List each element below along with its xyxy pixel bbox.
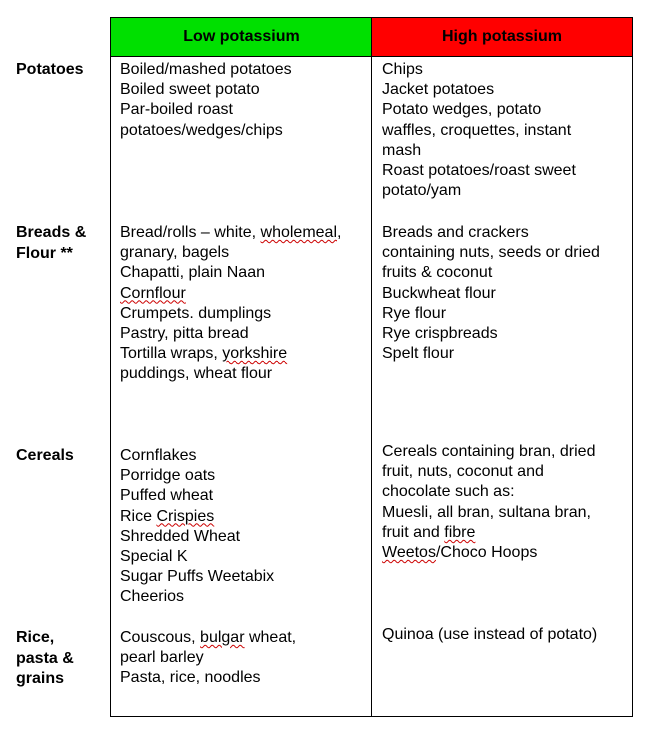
breads-high-cell (382, 223, 630, 364)
category-line: Rice, (16, 629, 55, 646)
food-line: Buckwheat flour (382, 284, 496, 302)
potatoes-low-cell (120, 60, 370, 141)
category-line: Breads & (16, 224, 87, 241)
category-line: Potatoes (16, 61, 84, 78)
food-line: Special K (120, 548, 188, 566)
food-line: potatoes/wedges/chips (120, 121, 283, 139)
spellcheck-word: yorkshire (222, 345, 288, 363)
food-line: Chips (382, 61, 423, 78)
food-line: pearl barley (120, 649, 204, 667)
category-line: Cereals (16, 447, 74, 464)
food-line: Puffed wheat (120, 487, 214, 505)
spellcheck-word: Crispies (156, 507, 215, 525)
food-line: Par-boiled roast (120, 101, 233, 119)
category-line: pasta & (16, 649, 74, 667)
food-line: Cereals containing bran, dried (382, 443, 596, 460)
food-line: Pastry, pitta bread (120, 325, 249, 343)
food-line: Potato wedges, potato (382, 101, 542, 119)
food-line: Cheerios (120, 588, 185, 606)
cereals-low-cell (120, 446, 370, 608)
food-line: Couscous, bulgar wheat, (120, 629, 297, 646)
header-high-potassium (371, 17, 633, 57)
potatoes-high-cell (382, 60, 630, 201)
food-line: containing nuts, seeds or dried (382, 244, 600, 262)
rice-high-cell (382, 625, 630, 645)
spellcheck-word: fibre (444, 523, 476, 541)
food-line: Rye crispbreads (382, 325, 498, 343)
food-line: Porridge oats (120, 467, 216, 485)
food-line: Jacket potatoes (382, 81, 495, 99)
food-line: waffles, croquettes, instant (382, 121, 572, 139)
food-line: potato/yam (382, 182, 462, 200)
food-line (120, 284, 370, 304)
food-line: Roast potatoes/roast sweet (382, 162, 576, 180)
category-breads-flour (16, 223, 86, 264)
food-line: Bread/rolls – white, wholemeal, (120, 224, 342, 241)
food-line: Breads and crackers (382, 224, 529, 241)
header-low-label: Low potassium (183, 28, 300, 45)
food-line: Rye flour (382, 304, 447, 322)
food-line: mash (382, 141, 422, 159)
spellcheck-word: Weetos (382, 544, 436, 562)
category-potatoes (16, 60, 84, 81)
rice-low-cell (120, 628, 370, 689)
food-line: fruits & coconut (382, 264, 493, 282)
category-line: grains (16, 670, 65, 687)
breads-low-cell (120, 223, 370, 385)
food-line: Pasta, rice, noodles (120, 669, 261, 687)
category-rice-pasta-grains (16, 628, 74, 690)
food-line: Quinoa (use instead of potato) (382, 626, 598, 643)
spellcheck-word: Cornflour (120, 284, 186, 302)
food-line: Tortilla wraps, yorkshire (120, 345, 288, 363)
cereals-high-cell (382, 442, 630, 563)
food-line: Boiled sweet potato (120, 81, 260, 99)
category-line: Flour ** (16, 244, 73, 262)
food-line: puddings, wheat flour (120, 365, 273, 383)
header-low-potassium (110, 17, 372, 57)
food-line: Spelt flour (382, 345, 455, 363)
food-line: Sugar Puffs Weetabix (120, 568, 275, 586)
food-line: granary, bagels (120, 244, 230, 262)
food-line: Crumpets. dumplings (120, 304, 272, 322)
food-line: chocolate such as: (382, 483, 515, 501)
spellcheck-word: bulgar (200, 629, 245, 646)
column-divider (371, 56, 372, 717)
spellcheck-word: wholemeal (260, 224, 337, 241)
category-cereals (16, 446, 74, 467)
food-line: fruit, nuts, coconut and (382, 463, 544, 481)
food-line: Shredded Wheat (120, 527, 241, 545)
food-line: Chapatti, plain Naan (120, 264, 265, 282)
food-line: Rice Crispies (120, 507, 215, 525)
food-line: Weetos/Choco Hoops (382, 544, 538, 562)
food-line: Muesli, all bran, sultana bran, (382, 503, 591, 521)
food-line: Boiled/mashed potatoes (120, 61, 292, 78)
header-high-label: High potassium (441, 28, 562, 45)
food-line: Cornflakes (120, 447, 197, 464)
food-line: fruit and fibre (382, 523, 476, 541)
